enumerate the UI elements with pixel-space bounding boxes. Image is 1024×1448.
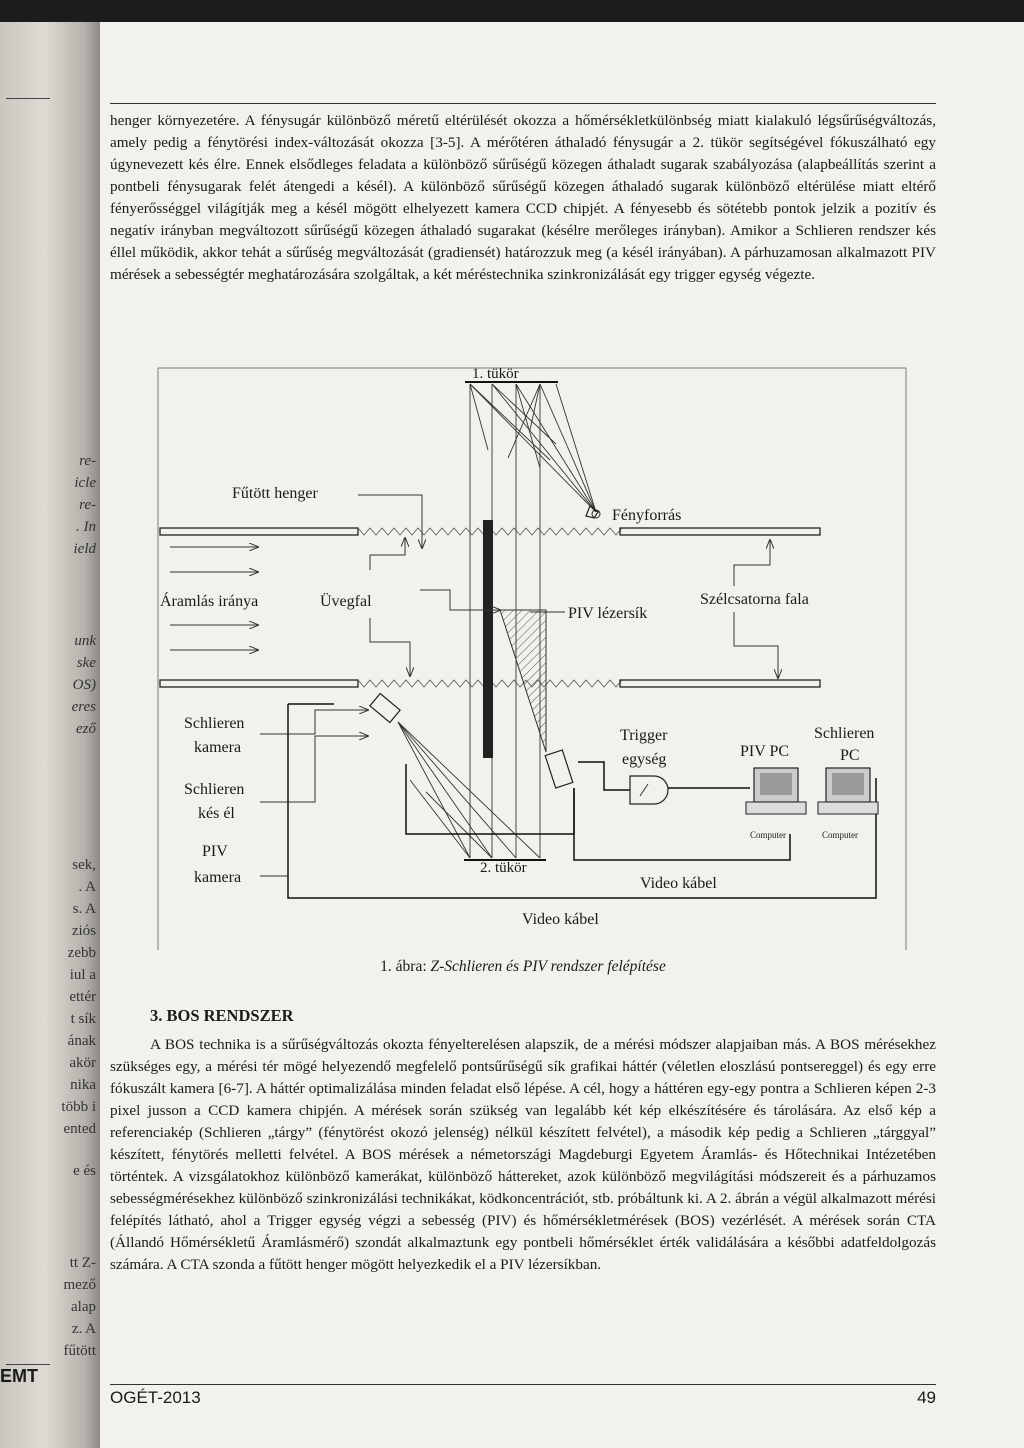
footer-rule bbox=[110, 1384, 936, 1385]
prev-page-emt: EMT bbox=[0, 1366, 38, 1386]
footer-conference: OGÉT-2013 bbox=[110, 1388, 201, 1407]
caption-text: Z-Schlieren és PIV rendszer felépítése bbox=[430, 958, 666, 975]
video-cable-label-2: Video kábel bbox=[522, 911, 599, 928]
trigger-label-2: egység bbox=[622, 751, 667, 768]
prev-page-line: zebb bbox=[67, 945, 96, 961]
prev-page-line: s. A bbox=[72, 901, 96, 917]
glass-wall-label: Üvegfal bbox=[320, 593, 372, 610]
figure-z-schlieren-piv bbox=[110, 360, 936, 961]
prev-page-line: e és bbox=[73, 1163, 96, 1179]
prev-page-line: akör bbox=[69, 1055, 96, 1071]
piv-computer-icon bbox=[746, 768, 806, 814]
mirror-2-label: 2. tükör bbox=[480, 860, 527, 876]
piv-camera-label-1: PIV bbox=[202, 843, 228, 860]
light-source-label: Fényforrás bbox=[612, 507, 682, 524]
schlieren-camera-label-2: kamera bbox=[194, 739, 242, 756]
video-cable-label-1: Video kábel bbox=[640, 875, 717, 892]
piv-laser-sheet bbox=[500, 610, 546, 752]
prev-page-line: alap bbox=[71, 1299, 96, 1315]
figure-caption bbox=[110, 958, 936, 976]
prev-page-line: eres bbox=[71, 699, 96, 715]
light-source-icon bbox=[586, 506, 600, 518]
prev-page-line: re- bbox=[79, 453, 96, 469]
prev-page-line: több i bbox=[61, 1099, 96, 1115]
schlieren-camera-label-1: Schlieren bbox=[184, 715, 245, 732]
prev-page-line: re- bbox=[79, 497, 96, 513]
prev-page-line: sek, bbox=[72, 857, 96, 873]
trigger-unit-icon bbox=[630, 776, 668, 804]
flow-direction-label: Áramlás iránya bbox=[160, 593, 259, 610]
heated-cylinder-label: Fűtött henger bbox=[232, 485, 318, 502]
prev-page-line: ented bbox=[63, 1121, 96, 1137]
prev-page-line: OS) bbox=[72, 677, 96, 693]
prev-page-line: ának bbox=[67, 1033, 96, 1049]
previous-page-edge bbox=[0, 22, 100, 1448]
prev-page-line: t sík bbox=[70, 1011, 96, 1027]
caption-number: 1. ábra: bbox=[380, 958, 427, 975]
schlieren-computer-icon bbox=[818, 768, 878, 814]
prev-page-line: ziós bbox=[71, 923, 96, 939]
header-rule bbox=[110, 103, 936, 104]
schematic-diagram bbox=[110, 360, 936, 956]
prev-page-line: z. A bbox=[71, 1321, 96, 1337]
paragraph-intro: henger környezetére. A fénysugár különböző méretű eltérülését okozza a hőmérsékletkülönbség miatt kialakuló légsűrűségváltozás, amely pedig a fénytörési index-változását okozza [3-5]. A mérőtéren áthaladó fénysugár a 2. tükör segítségével fókuszálható egy úgynevezett kés élre. Ennek elsődleges feladata a különböző sűrűségű közegen áthaladt sugarak szabályozása (alapbeállítás szerint a pontbeli fénysugarak felét átengedi a késél). A különböző sűrűségű közegen áthaladó sugarak különböző eltérülése miatt eltérő fényerősséggel világítják meg a késél mögött elhelyezett kamera CCD chipjét. A fényesebb és sötétebb pontok jelzik a pozitív és negatív irányban megváltozott sűrűségű közegen áthaladó sugarakat (késélre merőleges irányban). Amikor a Schlieren rendszer kés éllel működik, akkor tehát a sűrűség megváltozását (gradiensét) határozzuk meg (a késél irányában). A párhuzamosan alkalmazott PIV mérések a sebességtér meghatározására szolgáltak, a két méréstechnika szinkronizálását egy trigger egység végezte. bbox=[110, 112, 936, 283]
prev-page-line: nika bbox=[70, 1077, 96, 1093]
schlieren-pc-label-1: Schlieren bbox=[814, 725, 875, 742]
piv-pc-label: PIV PC bbox=[740, 743, 790, 760]
prev-page-line: icle bbox=[74, 475, 96, 491]
prev-page-line: ske bbox=[76, 655, 96, 671]
prev-page-rule bbox=[6, 98, 50, 99]
prev-page-line: . In bbox=[76, 519, 96, 535]
prev-page-line: ező bbox=[76, 721, 96, 737]
section-title: 3. BOS RENDSZER bbox=[150, 1006, 294, 1025]
prev-page-line: . A bbox=[78, 879, 96, 895]
footer-page-number: 49 bbox=[917, 1388, 936, 1407]
schlieren-computer-caption: Computer bbox=[822, 830, 858, 840]
piv-camera-label-2: kamera bbox=[194, 869, 242, 886]
schlieren-camera-icon bbox=[370, 694, 400, 723]
prev-page-line: mező bbox=[63, 1277, 96, 1293]
mirror-1-label: 1. tükör bbox=[472, 366, 519, 382]
tunnel-wall-label: Szélcsatorna fala bbox=[700, 591, 809, 608]
knife-edge-label-2: kés él bbox=[198, 805, 235, 822]
paragraph-bos: A BOS technika is a sűrűségváltozás okozta fényelterelésen alapszik, de a mérési módszer alapjaiban más. A BOS mérésekhez szükséges egy, a mérési tér mögé helyezendő megfelelő pontsűrűségű sík grafikai háttér (véletlen eloszlású pontsereggel) és egy erre fókuszált kamera [6-7]. A háttér optimalizálása minden feladat első lépése. A cél, hogy a háttéren egy-egy pontra a Schlieren képen 2-3 pixel jusson a CCD kamera chipjén. A mérések során szükség van legalább két kép elkészítésére és tárolására. Az első kép a referenciakép (Schlieren „tárgy” (fénytörést okozó jelenség) nélkül készített felvétel), a második kép pedig a Schlieren „tárggyal” készített, fénytörés melletti felvétel. A BOS mérések a németországi Magdeburgi Egyetem Áramlás- és Hőtechnikai Intézetében történtek. A vizsgálatokhoz különböző kamerákat, különböző háttereket, azok különböző megvilágítási módszereit és a párhuzamos sebességmérésekhez különböző szinkronizálási technikákat, ködkoncentrációt, stb. próbáltunk ki. A 2. ábrán a végül alkalmazott mérési felépítés látható, ahol a Trigger egység végzi a sebesség (PIV) és hőmérsékletmérések (BOS) vezérlését. A mérések során CTA (Állandó Hőmérsékletű Áramlásmérő) szondát alkalmaztunk egy pontbeli hőmérséklet érték validálására a későbbi adatfeldolgozás számára. A CTA szonda a fűtött henger mögött helyezkedik el a PIV lézersíkban. bbox=[110, 1036, 936, 1273]
trigger-label-1: Trigger bbox=[620, 727, 668, 744]
focused-beams bbox=[398, 722, 540, 858]
schlieren-pc-label-2: PC bbox=[840, 747, 860, 764]
knife-edge-label-1: Schlieren bbox=[184, 781, 245, 798]
piv-laser-sheet-label: PIV lézersík bbox=[568, 605, 648, 622]
piv-camera-icon bbox=[545, 750, 573, 788]
prev-page-line: iul a bbox=[69, 967, 96, 983]
prev-page-footer-rule bbox=[6, 1364, 50, 1365]
prev-page-line: unk bbox=[74, 633, 96, 649]
prev-page-line: fűtött bbox=[63, 1343, 96, 1359]
prev-page-line: ield bbox=[73, 541, 96, 557]
piv-computer-caption: Computer bbox=[750, 830, 786, 840]
prev-page-line: ettér bbox=[69, 989, 96, 1005]
heated-cylinder bbox=[483, 520, 493, 758]
prev-page-line: tt Z- bbox=[69, 1255, 96, 1271]
